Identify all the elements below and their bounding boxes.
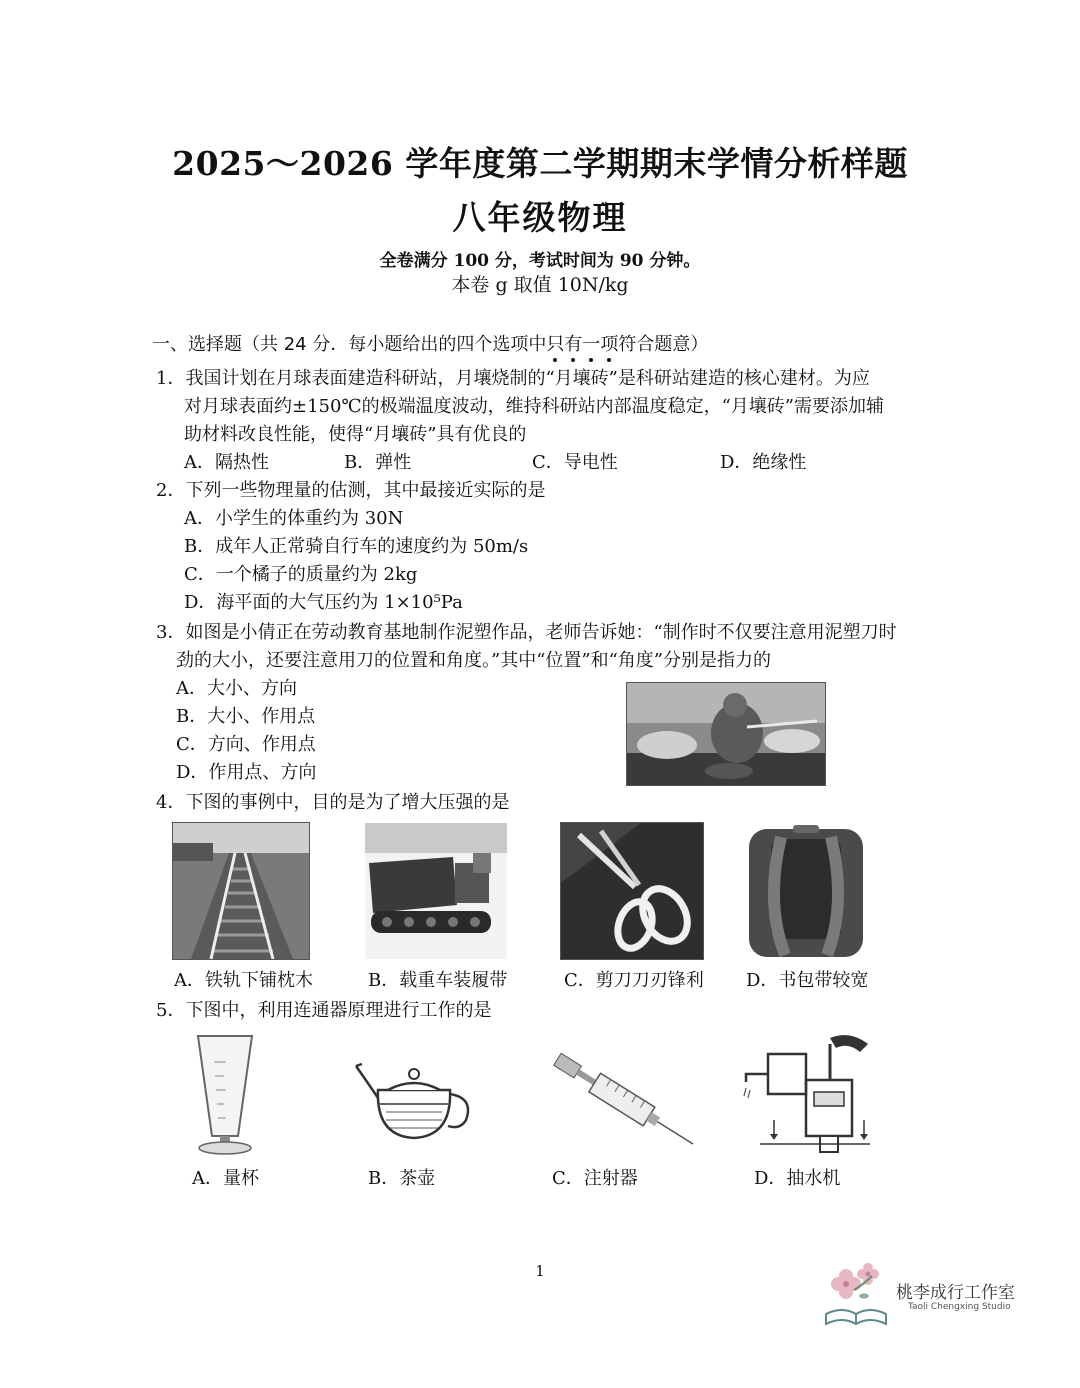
q1-option-c: C．导电性 [532,452,618,473]
backpack-image [741,819,871,961]
page-number: 1 [535,1262,545,1280]
emphasis-char: 一 [582,330,600,356]
q5-caption-d: D．抽水机 [754,1168,841,1189]
gravity-note: 本卷 g 取值 10N/kg [451,274,629,296]
q2-option-a: A．小学生的体重约为 30N [184,508,404,529]
railway-track-photo [172,822,310,960]
emphasis-char: 项 [600,330,618,356]
q5-caption-b: B．茶壶 [368,1168,436,1189]
q1-option-a: A．隔热性 [184,452,269,473]
q5-caption-a: A．量杯 [192,1168,259,1189]
exam-title: 2025～2026 学年度第二学期期末学情分析样题 [172,144,908,183]
tracked-truck-image [365,823,507,959]
q4-caption-c: C．剪刀刀刃锋利 [564,970,704,991]
watermark-name: 桃李成行工作室 [896,1283,1015,1303]
q2-option-c: C．一个橘子的质量约为 2kg [184,564,418,585]
railway-track-image [173,823,309,959]
q4-caption-a: A．铁轨下铺枕木 [174,970,313,991]
syringe-icon [546,1044,696,1154]
emphasis-char: 只 [546,330,564,356]
q1-line-1: 1．我国计划在月球表面建造科研站，月壤烧制的“月壤砖”是科研站建造的核心建材。为应 [156,368,870,389]
q3-line-2: 劲的大小，还要注意用刀的位置和角度。”其中“位置”和“角度”分别是指力的 [176,650,772,671]
tracked-truck-photo [364,822,508,960]
clay-sculpting-image [627,683,825,785]
q3-option-c: C．方向、作用点 [176,734,316,755]
subject-title: 八年级物理 [452,198,628,237]
q1-option-b: B．弹性 [344,452,412,473]
q4-stem: 4．下图的事例中，目的是为了增大压强的是 [156,792,510,813]
q2-option-b: B．成年人正常骑自行车的速度约为 50m/s [184,536,529,557]
q2-option-d: D．海平面的大气压约为 1×10⁵Pa [184,592,463,613]
score-time-note: 全卷满分 100 分，考试时间为 90 分钟。 [379,251,701,271]
teapot-icon [352,1046,476,1144]
water-pump-icon [740,1030,876,1158]
scissors-photo [560,822,704,960]
q4-caption-d: D．书包带较宽 [746,970,869,991]
q3-option-d: D．作用点、方向 [176,762,317,783]
q5-caption-c: C．注射器 [552,1168,638,1189]
q5-stem: 5．下图中，利用连通器原理进行工作的是 [156,1000,492,1021]
watermark-english: Taoli Chengxing Studio [908,1302,1011,1312]
q1-option-d: D．绝缘性 [720,452,807,473]
q3-option-b: B．大小、作用点 [176,706,316,727]
scissors-image [561,823,703,959]
blossom-book-icon [818,1254,894,1334]
q1-line-3: 助材料改良性能，使得“月壤砖”具有优良的 [184,424,527,445]
emphasis-char: 有 [564,330,582,356]
clay-sculpting-photo [626,682,826,786]
section-heading: 一、选择题（共 24 分．每小题给出的四个选项中只有一项符合题意） [152,330,708,356]
q4-caption-b: B．载重车装履带 [368,970,508,991]
q2-stem: 2．下列一些物理量的估测，其中最接近实际的是 [156,480,546,501]
measuring-cup-icon [190,1032,260,1156]
backpack-photo [740,818,872,962]
q3-line-1: 3．如图是小倩正在劳动教育基地制作泥塑作品，老师告诉她：“制作时不仅要注意用泥塑刀时 [156,622,897,643]
q1-line-2: 对月球表面约±150℃的极端温度波动，维持科研站内部温度稳定，“月壤砖”需要添加辅 [184,396,884,417]
q3-option-a: A．大小、方向 [176,678,297,699]
